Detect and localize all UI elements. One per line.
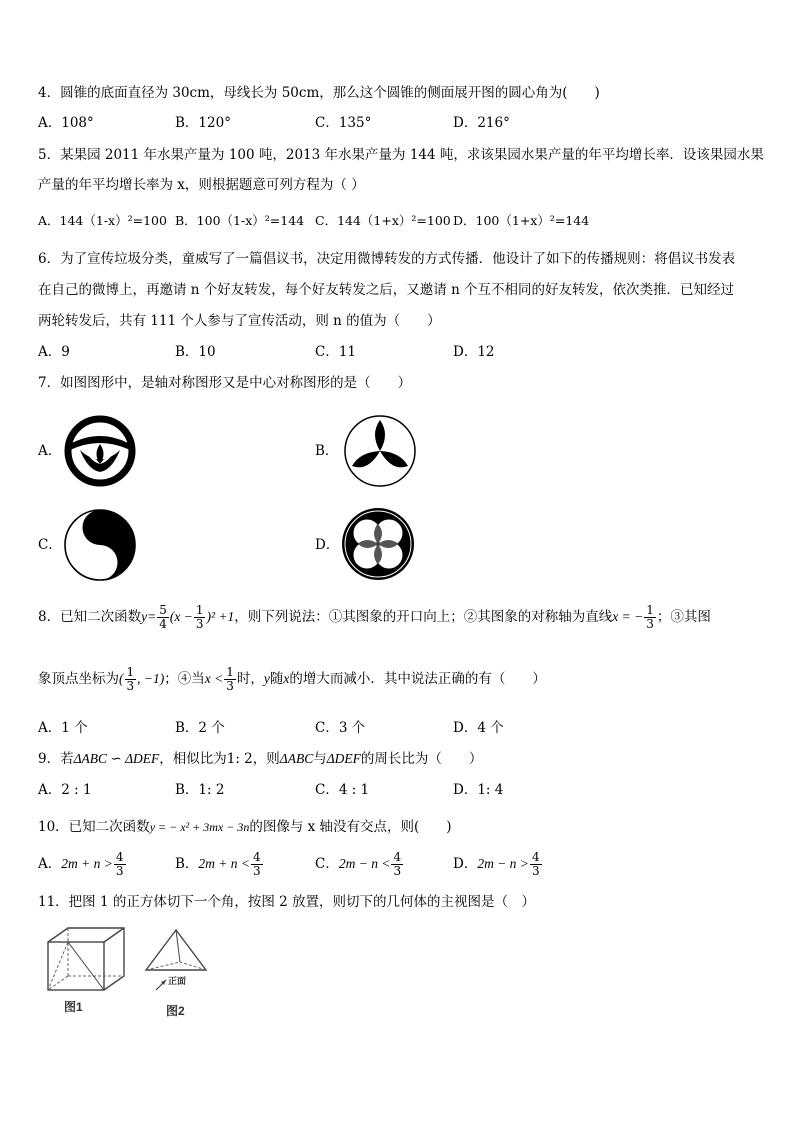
q10-stem: [38, 818, 452, 836]
q8-x-var: x: [283, 671, 290, 686]
q8-cond: x <: [204, 671, 224, 686]
q10-d-num: 4: [531, 850, 540, 864]
q8-text-1: 8．已知二次函数: [38, 609, 142, 625]
q10-text-1: 10．已知二次函数: [38, 819, 150, 835]
q10-c-num: 4: [393, 850, 402, 864]
q8-axis-num: 1: [646, 603, 654, 617]
q5-option-a[interactable]: A．144（1-x）²=100: [38, 213, 167, 228]
q8-h-frac: [194, 604, 206, 631]
q8-text-6: 时，: [236, 671, 264, 687]
q10-option-a-expr: 2m + n >: [61, 856, 113, 871]
q8-coef-den: 4: [159, 617, 167, 631]
q8-vertex-open: (: [119, 671, 124, 686]
q8-y-var: y: [263, 671, 270, 686]
q8-eq: =: [147, 609, 157, 624]
q8-text-5: ；④当: [164, 671, 205, 687]
q10-option-b[interactable]: [175, 849, 264, 879]
q6-stem-line2: 在自己的微博上，再邀请 n 个好友转发，每个好友转发之后，又邀请 n 个互不相同的好友转发，依次类推．已知经过: [38, 282, 735, 298]
q8-vertex-frac: [125, 666, 137, 693]
q8-line1: [38, 602, 711, 632]
q10-option-b-label: B．: [175, 856, 199, 872]
q10-option-c-label: C．: [315, 856, 339, 872]
q9-text-4: 与: [313, 751, 327, 767]
q8-paren: (x −: [169, 609, 193, 624]
q10-option-a-label: A．: [38, 856, 62, 872]
q8-option-d[interactable]: D．4 个: [453, 720, 504, 736]
q7-figure-c[interactable]: [62, 506, 140, 584]
q10-text-2: 的图像与 x 轴没有交点，则( ): [249, 819, 452, 835]
q8-line2: [38, 664, 546, 694]
q8-text-8: 的增大而减小．其中说法正确的有（ ）: [289, 671, 546, 687]
q8-tail: )² +1: [206, 609, 235, 624]
q8-text-4: 象顶点坐标为: [38, 671, 119, 687]
q9-ratio: 1: 2: [226, 751, 253, 767]
q10-c-den: 3: [393, 864, 402, 878]
q10-b-num: 4: [253, 850, 261, 864]
q5-option-b[interactable]: B．100（1-x）²=144: [175, 213, 305, 228]
q6-stem-line1: 6．为了宣传垃圾分类，童威写了一篇倡议书，决定用微博转发的方式传播．他设计了如下的传播规则：将倡议书发表: [38, 251, 736, 267]
q9-stem: [38, 750, 482, 768]
q9-text-1: 9．若: [38, 751, 74, 767]
q8-axis-den: 3: [646, 617, 654, 631]
q4-option-b[interactable]: B．120°: [175, 115, 231, 131]
q9-similar: ΔABC ∽ ΔDEF: [73, 751, 160, 766]
q8-vx-num: 1: [126, 665, 135, 679]
q9-text-5: 的周长比为（ ）: [360, 751, 483, 767]
q10-option-d[interactable]: [453, 849, 543, 879]
q4-option-d[interactable]: D．216°: [453, 115, 510, 131]
q10-a-num: 4: [115, 850, 124, 864]
q9-tri-def: ΔDEF: [326, 751, 361, 766]
q9-option-b[interactable]: B．1: 2: [175, 782, 225, 798]
q8-vertex-close: , −1): [137, 671, 165, 686]
q10-option-a-frac: [114, 851, 126, 878]
q11-front-label: 正面: [168, 976, 187, 986]
q8-axis-eq: x = −: [612, 609, 644, 624]
q9-option-c[interactable]: C．4 : 1: [315, 782, 370, 798]
q11-figure-1-caption: 图1: [64, 1000, 83, 1014]
q10-option-c-expr: 2m − n <: [338, 856, 391, 871]
q10-option-b-frac: [251, 851, 263, 878]
q10-option-d-label: D．: [453, 856, 478, 872]
q10-d-den: 3: [531, 864, 540, 878]
q7-option-b-label[interactable]: B．: [315, 443, 339, 459]
q9-option-d[interactable]: D．1: 4: [453, 782, 504, 798]
q10-option-d-expr: 2m − n >: [477, 856, 529, 871]
q8-h-num: 1: [195, 603, 204, 617]
q8-option-a[interactable]: A．1 个: [38, 720, 88, 736]
q9-tri-abc: ΔABC: [279, 751, 314, 766]
q4-stem: 4．圆锥的底面直径为 30cm，母线长为 50cm，那么这个圆锥的侧面展开图的圆心角为( ): [38, 85, 600, 101]
q10-option-b-expr: 2m + n <: [198, 856, 251, 871]
q9-text-3: ，则: [252, 751, 280, 767]
q11-stem: 11．把图 1 的正方体切下一个角，按图 2 放置，则切下的几何体的主视图是（ ）: [38, 894, 536, 910]
q8-h-den: 3: [195, 617, 204, 631]
q10-func: y = − x² + 3mx − 3n: [149, 820, 250, 834]
q8-text-2: ，则下列说法：①其图象的开口向上；②其图象的对称轴为直线: [234, 609, 613, 625]
q8-vx-den: 3: [126, 679, 135, 693]
q4-option-a[interactable]: A．108°: [38, 115, 94, 131]
q4-option-c[interactable]: C．135°: [315, 115, 372, 131]
q10-option-c-frac: [391, 851, 403, 878]
q5-option-c[interactable]: C．144（1+x）²=100: [315, 213, 451, 228]
q5-stem-line1: 5．某果园 2011 年水果产量为 100 吨，2013 年水果产量为 144 吨，求该果园水果产量的年平均增长率．设该果园水果: [38, 147, 764, 163]
q8-text-3: ；③其图: [656, 609, 711, 625]
q11-figure-2-caption: 图2: [166, 1004, 185, 1018]
q6-option-d[interactable]: D．12: [453, 344, 495, 360]
q10-option-d-frac: [530, 851, 542, 878]
q8-option-c[interactable]: C．3 个: [315, 720, 366, 736]
q6-option-a[interactable]: A．9: [38, 344, 70, 360]
q5-stem-line2: 产量的年平均增长率为 x，则根据题意可列方程为（ ）: [38, 177, 365, 193]
q8-func-y: y: [141, 609, 148, 624]
q6-stem-line3: 两轮转发后，共有 111 个人参与了宣传活动，则 n 的值为（ ）: [38, 313, 441, 329]
q6-option-c[interactable]: C．11: [315, 344, 357, 360]
q10-a-den: 3: [115, 864, 124, 878]
q8-c-num: 1: [226, 665, 234, 679]
q8-coef-frac: [157, 604, 169, 631]
q9-option-a[interactable]: A．2 : 1: [38, 782, 92, 798]
q7-figure-d[interactable]: [338, 504, 420, 584]
q8-axis-frac: [644, 604, 656, 631]
q8-text-7: 随: [269, 671, 284, 687]
q7-figure-a[interactable]: [62, 414, 138, 488]
q11-figure-1-cube: [42, 922, 130, 994]
q7-stem: 7．如图图形中，是轴对称图形又是中心对称图形的是（ ）: [38, 375, 412, 391]
q8-option-b[interactable]: B．2 个: [175, 720, 225, 736]
q10-option-c[interactable]: [315, 849, 404, 879]
q7-option-c-label[interactable]: C．: [38, 537, 62, 553]
q9-text-2: ，相似比为: [159, 751, 227, 767]
q7-option-a-label[interactable]: A．: [38, 443, 62, 459]
q6-option-b[interactable]: B．10: [175, 344, 216, 360]
q8-cond-frac: [224, 666, 236, 693]
q7-figure-b[interactable]: [340, 412, 422, 490]
q10-b-den: 3: [253, 864, 261, 878]
q5-option-d[interactable]: D．100（1+x）²=144: [453, 213, 590, 228]
q8-coef-num: 5: [159, 603, 167, 617]
q10-option-a[interactable]: [38, 849, 127, 879]
q7-option-d-label[interactable]: D．: [315, 537, 340, 553]
q8-c-den: 3: [226, 679, 234, 693]
